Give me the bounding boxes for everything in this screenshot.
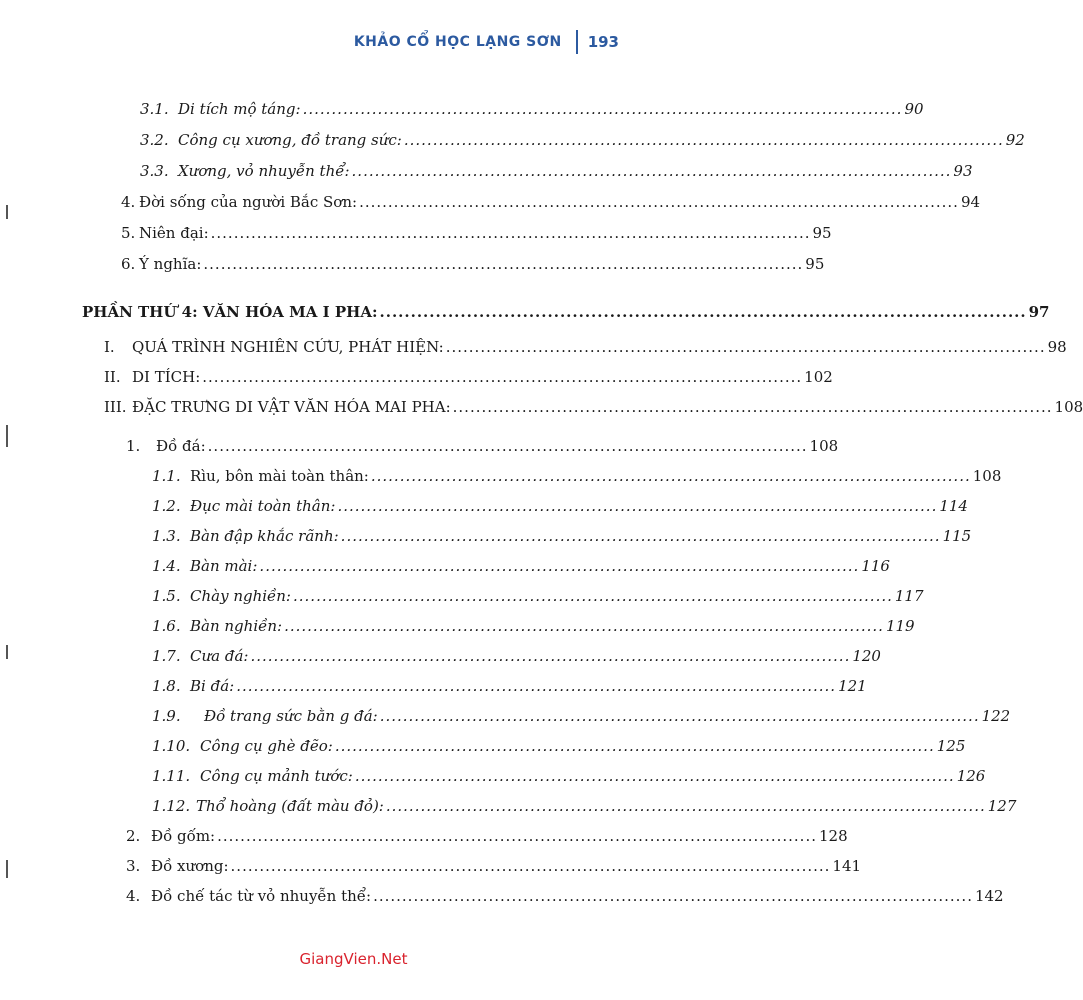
page-number: 193: [587, 33, 619, 51]
toc-label: Đồ trang sức bằn g đá:: [204, 707, 378, 725]
toc-page: 122: [981, 707, 1011, 725]
toc-leader: ........................................................................................................: [340, 527, 941, 545]
toc-number: III.: [104, 398, 127, 416]
toc-page: 108: [1054, 398, 1083, 416]
toc-page: 108: [972, 467, 1002, 485]
toc-entry: [152, 737, 966, 755]
toc-entry: [140, 131, 1025, 149]
toc-leader: ........................................................................................................: [373, 887, 973, 905]
toc-leader: ........................................................................................................: [337, 497, 938, 515]
toc-entry: [152, 467, 1002, 485]
toc-entry: [126, 857, 862, 875]
toc-leader: ........................................................................................................: [207, 437, 808, 455]
toc-leader: ........................................................................................................: [379, 303, 1027, 321]
toc-entry: [126, 887, 1004, 905]
toc-number: 1.4.: [152, 557, 181, 575]
toc-label: Thổ hoàng (đất màu đỏ):: [196, 797, 384, 815]
toc-entry: [152, 497, 968, 515]
toc-entry: [152, 587, 924, 605]
toc-number: 1.6.: [152, 617, 181, 635]
toc-entry: [152, 617, 915, 635]
toc-leader: ........................................................................................................: [445, 338, 1046, 356]
toc-page: 97: [1028, 303, 1050, 321]
toc-leader: ........................................................................................................: [259, 557, 860, 575]
toc-leader: ........................................................................................................: [210, 224, 811, 242]
toc-leader: ........................................................................................................: [230, 857, 831, 875]
toc-number: 1.7.: [152, 647, 181, 665]
toc-leader: ........................................................................................................: [302, 100, 903, 118]
toc-entry: [152, 767, 986, 785]
toc-page: 141: [832, 857, 862, 875]
toc-page: 121: [838, 677, 867, 695]
book-title: KHẢO CỔ HỌC LẠNG SƠN: [353, 34, 562, 50]
toc-page: 93: [953, 162, 973, 180]
toc-label: Di tích mộ táng:: [178, 100, 301, 118]
toc-page: 125: [936, 737, 966, 755]
toc-page: 128: [819, 827, 848, 845]
toc-leader: ........................................................................................................: [351, 162, 952, 180]
toc-number: 1.11.: [152, 767, 191, 785]
toc-number: 1.: [126, 437, 141, 455]
toc-entry: [152, 647, 881, 665]
toc-number: II.: [104, 368, 121, 386]
toc-label: Đồ gốm:: [151, 827, 216, 845]
toc-leader: ........................................................................................................: [334, 737, 935, 755]
toc-number: 1.9.: [152, 707, 181, 725]
toc-page: 108: [809, 437, 839, 455]
toc-label: Niên đại:: [139, 224, 209, 242]
toc-entry: [126, 827, 848, 845]
toc-leader: ........................................................................................................: [385, 797, 986, 815]
toc-label: QUÁ TRÌNH NGHIÊN CỨU, PHÁT HIỆN:: [132, 338, 444, 356]
toc-number: 1.5.: [152, 587, 181, 605]
toc-entry: [121, 193, 981, 211]
toc-entry: [126, 437, 839, 455]
toc-leader: ........................................................................................................: [236, 677, 837, 695]
toc-entry: [121, 224, 832, 242]
scan-mark: [6, 205, 8, 219]
toc-label: Bàn đập khắc rãnh:: [190, 527, 339, 545]
toc-entry: [152, 797, 1017, 815]
toc-label: ĐẶC TRƯNG DI VẬT VĂN HÓA MAI PHA:: [132, 398, 451, 416]
toc-entry: [152, 557, 890, 575]
toc-page: 127: [987, 797, 1017, 815]
scan-mark: [6, 860, 8, 878]
toc-number: 1.8.: [152, 677, 181, 695]
toc-leader: ........................................................................................................: [379, 707, 980, 725]
toc-part-heading: [82, 303, 1050, 321]
toc-label: Chày nghiền:: [190, 587, 291, 605]
toc-number: 1.2.: [152, 497, 181, 515]
toc-number: 3.3.: [140, 162, 169, 180]
toc-label: Bàn nghiền:: [190, 617, 283, 635]
toc-leader: ........................................................................................................: [359, 193, 959, 211]
toc-label: Rìu, bôn mài toàn thân:: [190, 467, 369, 485]
toc-page: 94: [960, 193, 981, 211]
toc-number: 4.: [121, 193, 136, 211]
toc-entry: [104, 338, 1067, 356]
toc-leader: ........................................................................................................: [370, 467, 971, 485]
toc-number: 1.1.: [152, 467, 181, 485]
toc-page: 92: [1005, 131, 1025, 149]
toc-leader: ........................................................................................................: [284, 617, 884, 635]
toc-label: Ý nghĩa:: [139, 255, 202, 273]
toc-entry: [152, 707, 1011, 725]
toc-label: Công cụ ghè đẽo:: [200, 737, 333, 755]
toc-page: 102: [804, 368, 833, 386]
toc-leader: ........................................................................................................: [403, 131, 1004, 149]
toc-label: PHẦN THỨ 4: VĂN HÓA MA I PHA:: [82, 303, 378, 321]
toc-label: Công cụ xương, đồ trang sức:: [178, 131, 402, 149]
toc-page: 114: [939, 497, 968, 515]
toc-label: Xương, vỏ nhuyễn thể:: [178, 162, 350, 180]
toc-entry: [104, 368, 833, 386]
toc-number: 4.: [126, 887, 141, 905]
toc-page: 120: [852, 647, 881, 665]
toc-number: 1.12.: [152, 797, 191, 815]
toc-leader: ........................................................................................................: [203, 255, 804, 273]
toc-entry: [121, 255, 825, 273]
toc-number: 6.: [121, 255, 136, 273]
scan-mark: [6, 425, 8, 447]
watermark: GiangVien.Net: [299, 950, 408, 968]
toc-leader: ........................................................................................................: [217, 827, 817, 845]
toc-leader: ........................................................................................................: [250, 647, 851, 665]
toc-page: 117: [894, 587, 924, 605]
toc-number: 5.: [121, 224, 136, 242]
toc-page: 119: [885, 617, 915, 635]
toc-entry: [104, 398, 1083, 416]
toc-label: Đồ chế tác từ vỏ nhuyễn thể:: [151, 887, 372, 905]
toc-number: 1.10.: [152, 737, 191, 755]
header-divider: [576, 30, 578, 54]
toc-leader: ........................................................................................................: [452, 398, 1053, 416]
toc-number: 1.3.: [152, 527, 181, 545]
toc-page: 95: [805, 255, 825, 273]
scan-mark: [6, 645, 8, 659]
toc-label: Bàn mài:: [190, 557, 258, 575]
toc-label: Đồ đá:: [156, 437, 206, 455]
toc-number: 3.2.: [140, 131, 169, 149]
toc-leader: ........................................................................................................: [202, 368, 803, 386]
toc-page: 116: [861, 557, 890, 575]
toc-entry: [152, 677, 867, 695]
toc-number: 2.: [126, 827, 141, 845]
toc-number: 3.: [126, 857, 141, 875]
toc-page: 115: [942, 527, 972, 545]
toc-entry: [152, 527, 972, 545]
toc-page: 98: [1047, 338, 1067, 356]
toc-page: 90: [904, 100, 924, 118]
toc-entry: [140, 162, 973, 180]
toc-label: Công cụ mảnh tước:: [200, 767, 353, 785]
toc-label: Đời sống của người Bắc Sơn:: [139, 193, 358, 211]
toc-number: 3.1.: [140, 100, 169, 118]
toc-page: 126: [956, 767, 986, 785]
toc-label: Đồ xương:: [151, 857, 229, 875]
running-header: [354, 30, 619, 54]
toc-label: Đục mài toàn thân:: [190, 497, 336, 515]
toc-page: 95: [812, 224, 832, 242]
toc-leader: ........................................................................................................: [354, 767, 955, 785]
toc-label: DI TÍCH:: [132, 368, 201, 386]
toc-label: Cưa đá:: [190, 647, 249, 665]
toc-label: Bi đá:: [190, 677, 235, 695]
toc-entry: [140, 100, 924, 118]
toc-leader: ........................................................................................................: [293, 587, 893, 605]
toc-number: I.: [104, 338, 115, 356]
toc-page: 142: [974, 887, 1004, 905]
